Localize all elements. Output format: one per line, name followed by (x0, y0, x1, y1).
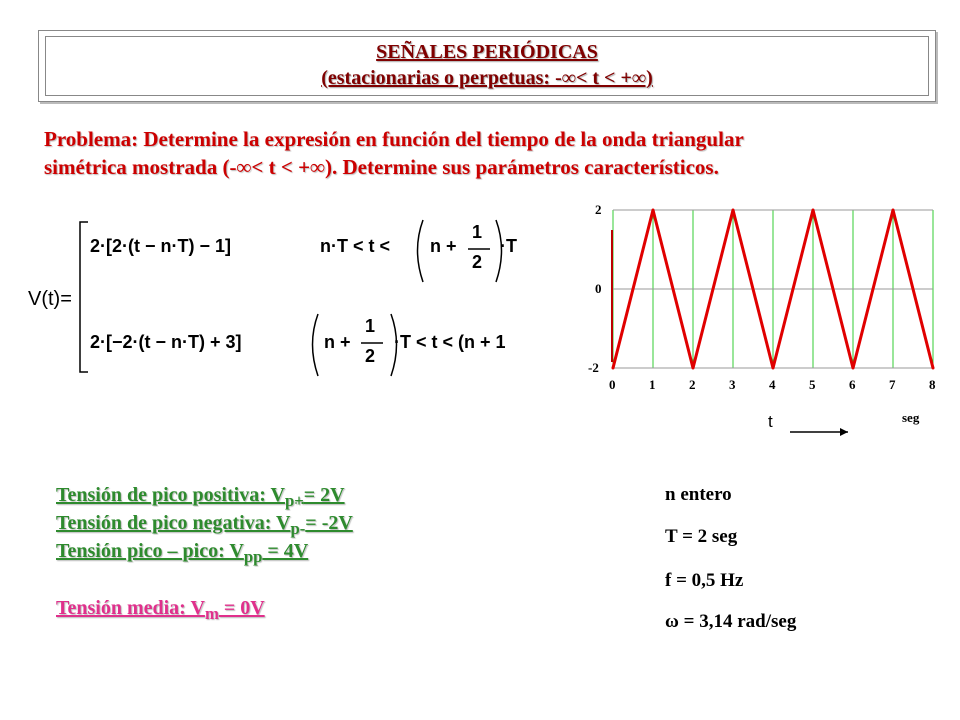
vp-positive-value: = 2V (303, 484, 345, 506)
x-tick-label: 6 (849, 377, 856, 392)
vm-value: = 0V (218, 597, 265, 619)
chart-xlabel: t (768, 412, 773, 431)
data-point-5 (812, 209, 815, 212)
x-tick-label: 3 (729, 377, 736, 392)
x-tick-label: 4 (769, 377, 776, 392)
y-tick-label: 0 (595, 281, 602, 296)
case2-frac-den: 2 (365, 346, 376, 366)
case1-frac-den: 2 (472, 252, 483, 272)
case1-cond-tail: ·T (500, 236, 517, 256)
vp-positive (56, 484, 345, 511)
angular-frequency-value: ω = 3,14 rad/seg (665, 611, 797, 632)
vp-positive-label: Tensión de pico positiva: V (56, 484, 285, 506)
data-point-8 (932, 367, 935, 370)
problem-line-1: Problema: Determine la expresión en función del tiempo de la onda triangular (44, 127, 744, 151)
data-point-2 (692, 367, 695, 370)
data-point-4 (772, 367, 775, 370)
chart-xunit: seg (902, 410, 920, 425)
data-point-7 (892, 209, 895, 212)
vm-sub: m (204, 604, 219, 623)
n-integer: n entero (665, 484, 732, 505)
period-value: T = 2 seg (665, 526, 738, 547)
time-arrow-head (840, 428, 848, 436)
title-subtitle: (estacionarias o perpetuas: -∞< t < +∞) (321, 67, 653, 89)
x-tick-label: 1 (649, 377, 656, 392)
vm (56, 597, 265, 624)
vp-positive-sub: p+ (284, 491, 304, 510)
frequency-value: f = 0,5 Hz (665, 570, 744, 591)
vp-negative-value: = -2V (305, 512, 353, 534)
vpp-value: = 4V (262, 540, 309, 562)
case2-frac-num: 1 (365, 316, 376, 336)
x-tick-label: 0 (609, 377, 616, 392)
y-tick-label: -2 (588, 360, 599, 375)
case1-frac-num: 1 (472, 222, 483, 242)
case2-n-plus: n + (324, 332, 351, 352)
vpp-sub: pp (243, 547, 263, 566)
x-tick-label: 5 (809, 377, 816, 392)
vpp (56, 540, 308, 567)
vp-negative-label: Tensión de pico negativa: V (56, 512, 291, 534)
x-tick-label: 2 (689, 377, 696, 392)
y-tick-label: 2 (595, 202, 602, 217)
case1-n-plus: n + (430, 236, 457, 256)
data-point-6 (852, 367, 855, 370)
x-tick-label: 8 (929, 377, 936, 392)
case1-expression: 2·[2·(t − n·T) − 1] (90, 236, 232, 256)
x-tick-label: 7 (889, 377, 896, 392)
case2-condition: ·T < t < (n + 1 (394, 332, 506, 352)
data-point-3 (732, 209, 735, 212)
vp-negative (56, 512, 353, 539)
vm-label: Tensión media: V (56, 597, 205, 619)
vpp-label: Tensión pico – pico: V (56, 540, 244, 562)
case1-condition: n·T < t < (320, 236, 391, 256)
vp-negative-sub: p- (290, 519, 306, 538)
title-main: SEÑALES PERIÓDICAS (376, 41, 598, 63)
problem-line-2: simétrica mostrada (-∞< t < +∞). Determine sus parámetros característicos. (44, 155, 719, 179)
data-point-0 (612, 367, 615, 370)
case2-expression: 2·[−2·(t − n·T) + 3] (90, 332, 242, 352)
data-point-1 (652, 209, 655, 212)
formula-lhs: V(t)= (28, 288, 72, 310)
